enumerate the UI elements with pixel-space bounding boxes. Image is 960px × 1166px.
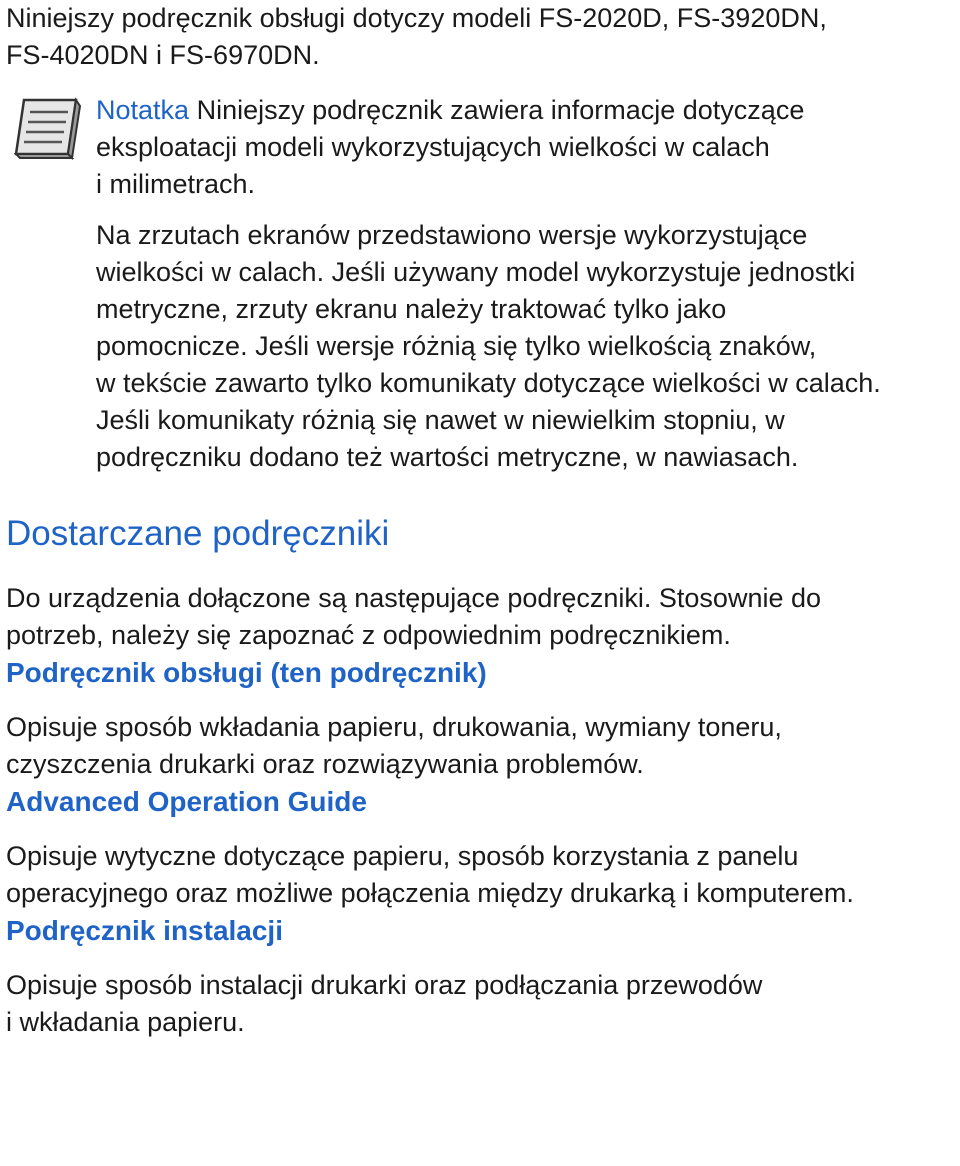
section-heading: Dostarczane podręczniki [6,514,390,553]
note-label: Notatka [96,95,190,125]
note-line: podręczniku dodano też wartości metryczne, w nawiasach. [96,442,799,472]
note-line: Jeśli komunikaty różnią się nawet w niewielkim stopniu, w [96,405,785,435]
intro-line: Niniejszy podręcznik obsługi dotyczy modeli FS-2020D, FS-3920DN, [6,3,827,33]
note-paper-icon [10,96,82,160]
note-line: wielkości w calach. Jeśli używany model wykorzystuje jednostki [96,257,856,287]
note-line: i milimetrach. [96,169,256,199]
manual-description-line: i wkładania papieru. [6,1007,245,1037]
section-intro-paragraph [6,580,956,654]
manual-title-installation: Podręcznik instalacji [6,915,283,946]
manual-description-line: Opisuje sposób wkładania papieru, drukowania, wymiany toneru, [6,712,782,742]
manual-description-line: Opisuje sposób instalacji drukarki oraz podłączania przewodów [6,970,763,1000]
intro-line: FS-4020DN i FS-6970DN. [6,40,320,70]
note-line: w tekście zawarto tylko komunikaty dotyczące wielkości w calach. [96,368,881,398]
section-intro-line: Do urządzenia dołączone są następujące podręczniki. Stosownie do [6,583,822,613]
note-line: eksploatacji modeli wykorzystujących wielkości w calach [96,132,770,162]
note-line: pomocnicze. Jeśli wersje różnią się tylko wielkością znaków, [96,331,817,361]
manual-title-advanced: Advanced Operation Guide [6,786,367,817]
manual-description-line: Opisuje wytyczne dotyczące papieru, sposób korzystania z panelu [6,841,799,871]
intro-paragraph [6,0,956,74]
manual-description-installation [6,967,956,1041]
note-line: Niniejszy podręcznik zawiera informacje dotyczące [196,95,805,125]
note-paragraph-2 [96,217,956,476]
document-page [6,0,956,1041]
manual-title-operation: Podręcznik obsługi (ten podręcznik) [6,657,487,688]
manual-description-line: operacyjnego oraz możliwe połączenia między drukarką i komputerem. [6,878,854,908]
manual-description-advanced [6,838,956,912]
note-paragraph-1 [96,92,956,203]
section-intro-line: potrzeb, należy się zapoznać z odpowiednim podręcznikiem. [6,620,731,650]
note-line: metryczne, zrzuty ekranu należy traktować tylko jako [96,294,727,324]
note-line: Na zrzutach ekranów przedstawiono wersje wykorzystujące [96,220,808,250]
manual-description-line: czyszczenia drukarki oraz rozwiązywania problemów. [6,749,644,779]
manual-description-operation [6,709,956,783]
note-block [6,92,956,476]
